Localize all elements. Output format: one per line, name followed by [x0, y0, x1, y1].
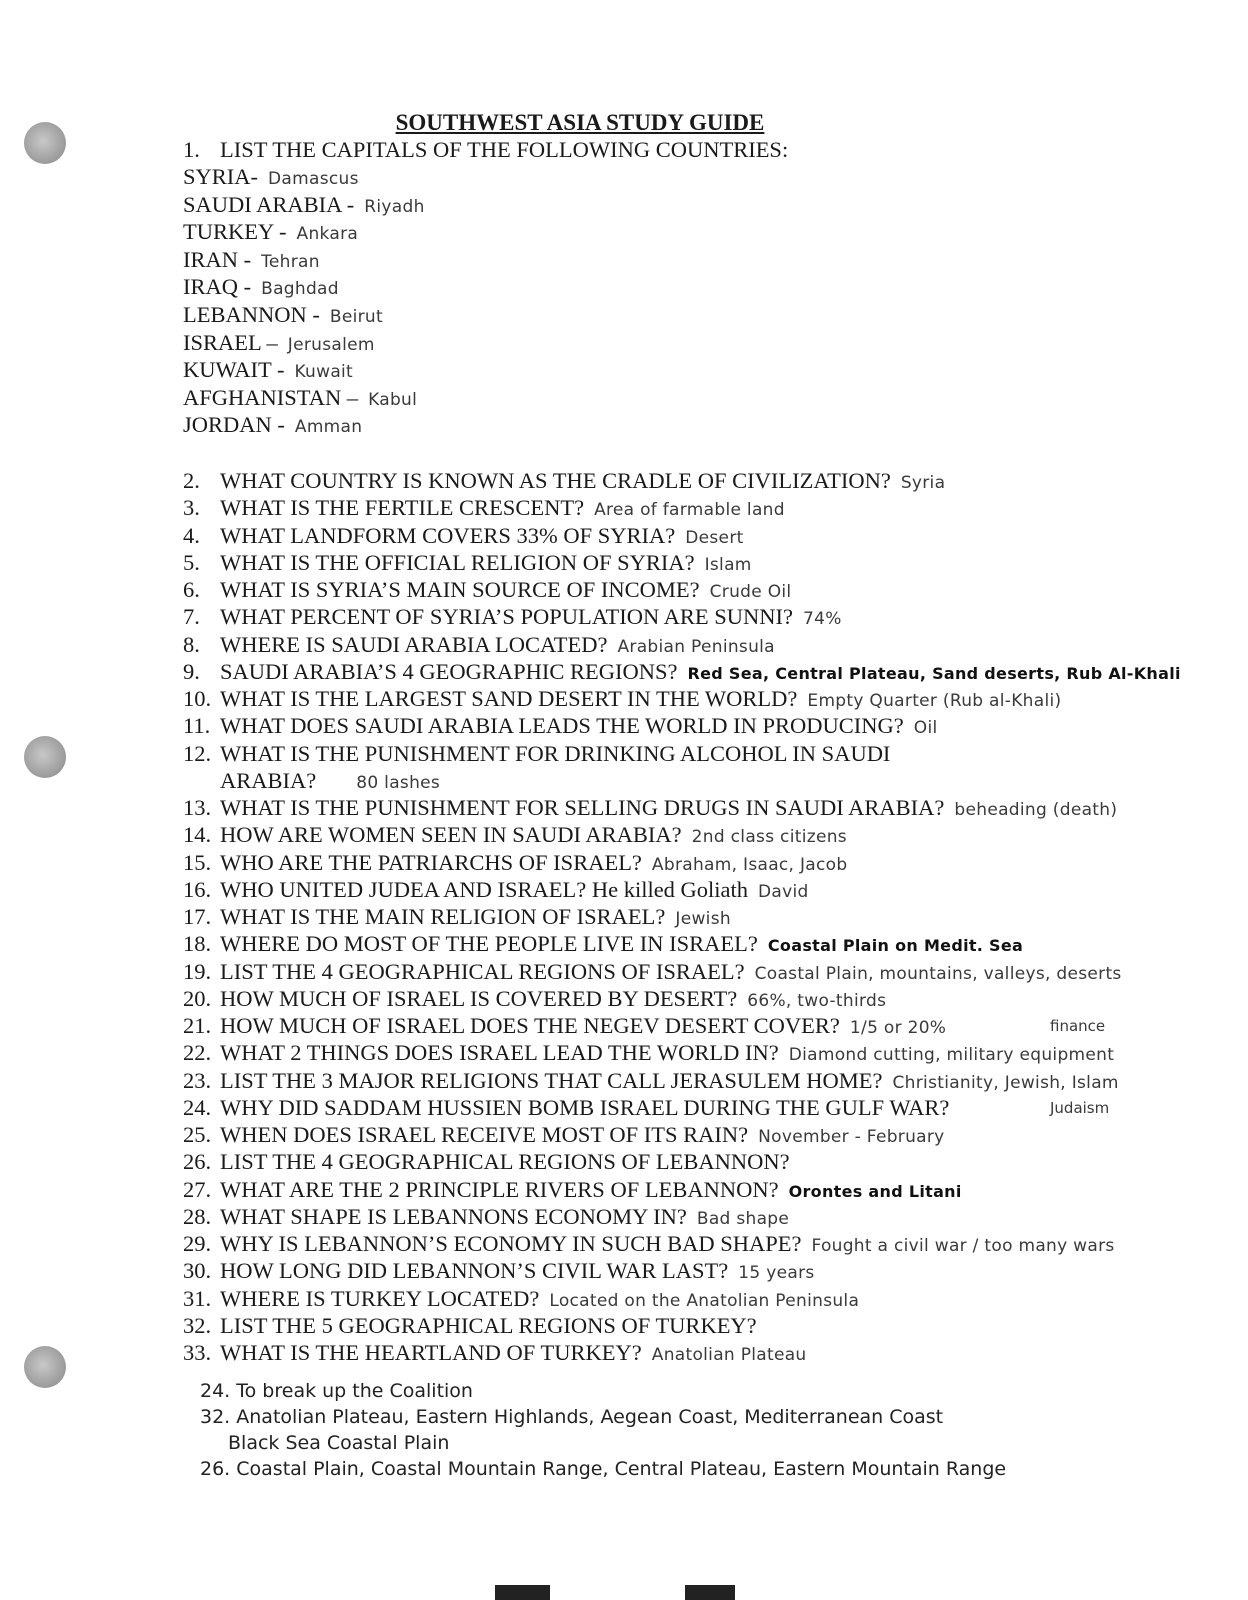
question-row	[183, 658, 1181, 687]
question-text: WHERE IS SAUDI ARABIA LOCATED?	[220, 631, 608, 657]
answer: 15 years	[738, 1263, 815, 1284]
answer: David	[758, 881, 809, 902]
page-title: SOUTHWEST ASIA STUDY GUIDE	[395, 110, 765, 135]
question-row	[183, 1203, 789, 1233]
question-text: ARABIA?	[220, 767, 317, 793]
question-row	[183, 603, 842, 633]
question-number: 4.	[183, 522, 200, 548]
question-number: 19.	[183, 958, 212, 984]
answer: Empty Quarter (Rub al-Khali)	[807, 691, 1062, 711]
question-row	[183, 740, 890, 767]
capital-row	[183, 191, 425, 221]
scan-edge-mark	[495, 1585, 550, 1600]
capital-answer: Beirut	[329, 307, 383, 327]
question-number: 24.	[183, 1094, 212, 1120]
country-label: SYRIA-	[183, 164, 259, 189]
question-number: 28.	[183, 1203, 212, 1229]
question-row	[183, 1285, 859, 1315]
answer: 74%	[802, 609, 842, 630]
answer: Diamond cutting, military equipment	[788, 1045, 1115, 1066]
country-label: IRAN -	[183, 246, 252, 272]
question-row	[183, 985, 886, 1015]
question-text: WHO ARE THE PATRIARCHS OF ISRAEL?	[220, 849, 642, 875]
answer-note: finance	[1050, 1017, 1106, 1035]
capital-answer: Ankara	[296, 224, 359, 245]
answer: Abraham, Isaac, Jacob	[651, 854, 848, 875]
question-number: 25.	[183, 1122, 212, 1147]
question-row	[183, 930, 1023, 959]
capital-row	[183, 329, 375, 359]
answer: Islam	[704, 554, 752, 575]
capital-row	[183, 246, 320, 276]
question-row	[183, 1094, 949, 1121]
answer: 80 lashes	[356, 772, 441, 793]
capital-answer: Damascus	[268, 169, 359, 189]
capital-row	[183, 218, 358, 248]
question-row	[183, 876, 809, 906]
country-label: JORDAN -	[183, 412, 285, 438]
capital-answer: Amman	[294, 417, 363, 438]
answer: Jewish	[675, 909, 731, 929]
question-text: LIST THE 5 GEOGRAPHICAL REGIONS OF TURKEY?	[220, 1312, 757, 1338]
question-text: WHAT IS THE OFFICIAL RELIGION OF SYRIA?	[220, 549, 695, 575]
question-text: LIST THE CAPITALS OF THE FOLLOWING COUNTRIES:	[220, 137, 789, 162]
question-row	[183, 903, 731, 933]
question-row	[183, 1312, 757, 1339]
question-row	[183, 1257, 815, 1287]
question-number: 5.	[183, 549, 200, 575]
answer: Arabian Peninsula	[617, 636, 775, 657]
question-row	[183, 631, 775, 661]
answer: Coastal Plain on Medit. Sea	[767, 936, 1024, 956]
question-number: 32.	[183, 1312, 212, 1338]
capital-answer: Jerusalem	[287, 334, 375, 355]
question-number: 16.	[183, 876, 212, 902]
question-row	[183, 522, 744, 552]
country-label: TURKEY -	[183, 219, 287, 245]
question-row	[183, 1012, 946, 1042]
question-number: 14.	[183, 822, 212, 848]
answer: 2nd class citizens	[691, 827, 847, 848]
hole-punch	[24, 1346, 66, 1388]
capital-row	[183, 163, 359, 193]
question-row	[183, 1339, 807, 1369]
question-number: 1.	[183, 137, 200, 162]
question-number: 13.	[183, 795, 212, 820]
answer: Red Sea, Central Plateau, Sand deserts, Rub Al-Khali	[687, 663, 1181, 683]
question-text: WHAT IS THE PUNISHMENT FOR DRINKING ALCOHOL IN SAUDI	[220, 740, 891, 766]
answer: November - February	[758, 1127, 945, 1147]
question-text: WHAT IS THE MAIN RELIGION OF ISRAEL?	[220, 904, 666, 929]
question-text: WHAT 2 THINGS DOES ISRAEL LEAD THE WORLD IN?	[220, 1040, 779, 1066]
question-text: WHAT SHAPE IS LEBANNONS ECONOMY IN?	[220, 1203, 687, 1229]
handwritten-note: 32. Anatolian Plateau, Eastern Highlands, Aegean Coast, Mediterranean Coast	[200, 1406, 944, 1428]
capital-answer: Tehran	[261, 251, 320, 272]
question-text: WHAT IS THE FERTILE CRESCENT?	[220, 495, 585, 521]
question-number: 15.	[183, 849, 212, 875]
country-label: AFGHANISTAN –	[183, 384, 359, 410]
question-text: LIST THE 3 MAJOR RELIGIONS THAT CALL JERASULEM HOME?	[220, 1067, 883, 1093]
question-text: SAUDI ARABIA’S 4 GEOGRAPHIC REGIONS?	[220, 658, 678, 684]
answer: Area of farmable land	[594, 500, 785, 521]
question-text: WHO UNITED JUDEA AND ISRAEL? He killed Goliath	[220, 876, 749, 902]
question-row	[183, 1121, 945, 1151]
answer: Bad shape	[696, 1208, 790, 1229]
capital-row	[183, 411, 362, 441]
question-number: 33.	[183, 1340, 212, 1365]
question-number: 21.	[183, 1013, 212, 1038]
handwritten-note: 24. To break up the Coalition	[200, 1380, 473, 1402]
question-number: 10.	[183, 686, 212, 711]
question-number: 30.	[183, 1258, 212, 1284]
question-number: 26.	[183, 1149, 212, 1175]
question-row	[183, 1039, 1114, 1069]
country-label: LEBANNON -	[183, 302, 320, 327]
question-number: 31.	[183, 1285, 212, 1311]
capital-answer: Riyadh	[364, 196, 425, 217]
handwritten-note: 26. Coastal Plain, Coastal Mountain Range, Central Plateau, Eastern Mountain Range	[200, 1458, 1007, 1480]
question-row	[183, 685, 1061, 715]
question-text: WHY IS LEBANNON’S ECONOMY IN SUCH BAD SHAPE?	[220, 1231, 802, 1256]
question-number: 23.	[183, 1067, 212, 1093]
question-text: WHAT IS SYRIA’S MAIN SOURCE OF INCOME?	[220, 577, 700, 602]
question-number: 20.	[183, 985, 212, 1011]
question-text: WHAT ARE THE 2 PRINCIPLE RIVERS OF LEBANNON?	[220, 1176, 779, 1202]
question-number: 12.	[183, 740, 212, 766]
answer: Syria	[900, 473, 946, 493]
capital-row	[183, 384, 417, 414]
country-label: IRAQ -	[183, 274, 252, 300]
handwritten-note: Black Sea Coastal Plain	[228, 1432, 450, 1454]
question-text: WHAT COUNTRY IS KNOWN AS THE CRADLE OF CIVILIZATION?	[220, 468, 891, 493]
question-text: LIST THE 4 GEOGRAPHICAL REGIONS OF LEBANNON?	[220, 1149, 790, 1175]
question-row	[183, 794, 1117, 824]
question-text: HOW MUCH OF ISRAEL DOES THE NEGEV DESERT COVER?	[220, 1013, 840, 1038]
answer: beheading (death)	[954, 800, 1118, 820]
question-row	[183, 1067, 1119, 1097]
hole-punch	[24, 736, 66, 778]
question-number: 9.	[183, 658, 200, 684]
question-text: LIST THE 4 GEOGRAPHICAL REGIONS OF ISRAEL?	[220, 958, 745, 984]
answer: Christianity, Jewish, Islam	[892, 1072, 1119, 1093]
question-row	[183, 712, 938, 742]
answer: 1/5 or 20%	[849, 1018, 947, 1038]
question-number: 29.	[183, 1231, 212, 1256]
question-row	[183, 821, 847, 851]
question-row	[183, 549, 752, 579]
answer: Crude Oil	[709, 582, 792, 602]
answer: Located on the Anatolian Peninsula	[549, 1290, 860, 1311]
question-row	[183, 494, 785, 524]
question-text: WHY DID SADDAM HUSSIEN BOMB ISRAEL DURING THE GULF WAR?	[220, 1094, 950, 1120]
country-label: SAUDI ARABIA -	[183, 191, 355, 217]
question-row	[183, 1230, 1115, 1260]
question-number: 11.	[183, 713, 211, 739]
question-text: WHAT IS THE PUNISHMENT FOR SELLING DRUGS IN SAUDI ARABIA?	[220, 795, 945, 820]
question-text: WHEN DOES ISRAEL RECEIVE MOST OF ITS RAIN?	[220, 1122, 749, 1147]
answer: Anatolian Plateau	[651, 1345, 807, 1365]
question-text: WHAT LANDFORM COVERS 33% OF SYRIA?	[220, 522, 676, 548]
question-number: 2.	[183, 468, 200, 493]
question-text: HOW LONG DID LEBANNON’S CIVIL WAR LAST?	[220, 1258, 729, 1284]
question-text: WHAT IS THE HEARTLAND OF TURKEY?	[220, 1340, 642, 1365]
question-1	[183, 136, 788, 163]
capital-answer: Kuwait	[294, 362, 354, 383]
capital-answer: Kabul	[368, 389, 418, 410]
capital-row	[183, 301, 383, 331]
question-row	[183, 849, 847, 879]
scan-edge-mark	[685, 1585, 735, 1600]
question-text: WHERE IS TURKEY LOCATED?	[220, 1285, 540, 1311]
answer: Oil	[913, 718, 938, 739]
country-label: KUWAIT -	[183, 357, 285, 383]
question-row	[183, 467, 945, 497]
answer: Desert	[685, 527, 744, 548]
answer: Orontes and Litani	[788, 1181, 962, 1201]
question-row	[183, 958, 1122, 988]
answer-note: Judaism	[1050, 1098, 1110, 1117]
question-row	[183, 1148, 790, 1175]
question-row	[183, 576, 791, 606]
capital-row	[183, 273, 339, 303]
question-number: 18.	[183, 931, 212, 957]
question-number: 8.	[183, 631, 200, 657]
question-number: 3.	[183, 495, 200, 521]
question-number: 17.	[183, 904, 212, 929]
answer: Coastal Plain, mountains, valleys, deserts	[754, 963, 1122, 984]
country-label: ISRAEL –	[183, 329, 278, 355]
question-row-continued	[220, 767, 440, 797]
question-number: 7.	[183, 604, 200, 630]
question-row	[183, 1176, 962, 1205]
answer: Fought a civil war / too many wars	[811, 1236, 1115, 1256]
question-number: 22.	[183, 1040, 212, 1066]
question-number: 6.	[183, 577, 200, 602]
question-text: HOW MUCH OF ISRAEL IS COVERED BY DESERT?	[220, 985, 738, 1011]
question-text: WHAT IS THE LARGEST SAND DESERT IN THE WORLD?	[220, 686, 798, 711]
answer: 66%, two-thirds	[747, 990, 887, 1011]
question-text: WHAT DOES SAUDI ARABIA LEADS THE WORLD IN PRODUCING?	[220, 713, 904, 739]
question-text: HOW ARE WOMEN SEEN IN SAUDI ARABIA?	[220, 822, 682, 848]
capital-row	[183, 356, 353, 386]
question-number: 27.	[183, 1176, 212, 1202]
question-text: WHAT PERCENT OF SYRIA’S POPULATION ARE SUNNI?	[220, 604, 793, 630]
capital-answer: Baghdad	[261, 279, 339, 300]
question-text: WHERE DO MOST OF THE PEOPLE LIVE IN ISRAEL?	[220, 931, 758, 957]
